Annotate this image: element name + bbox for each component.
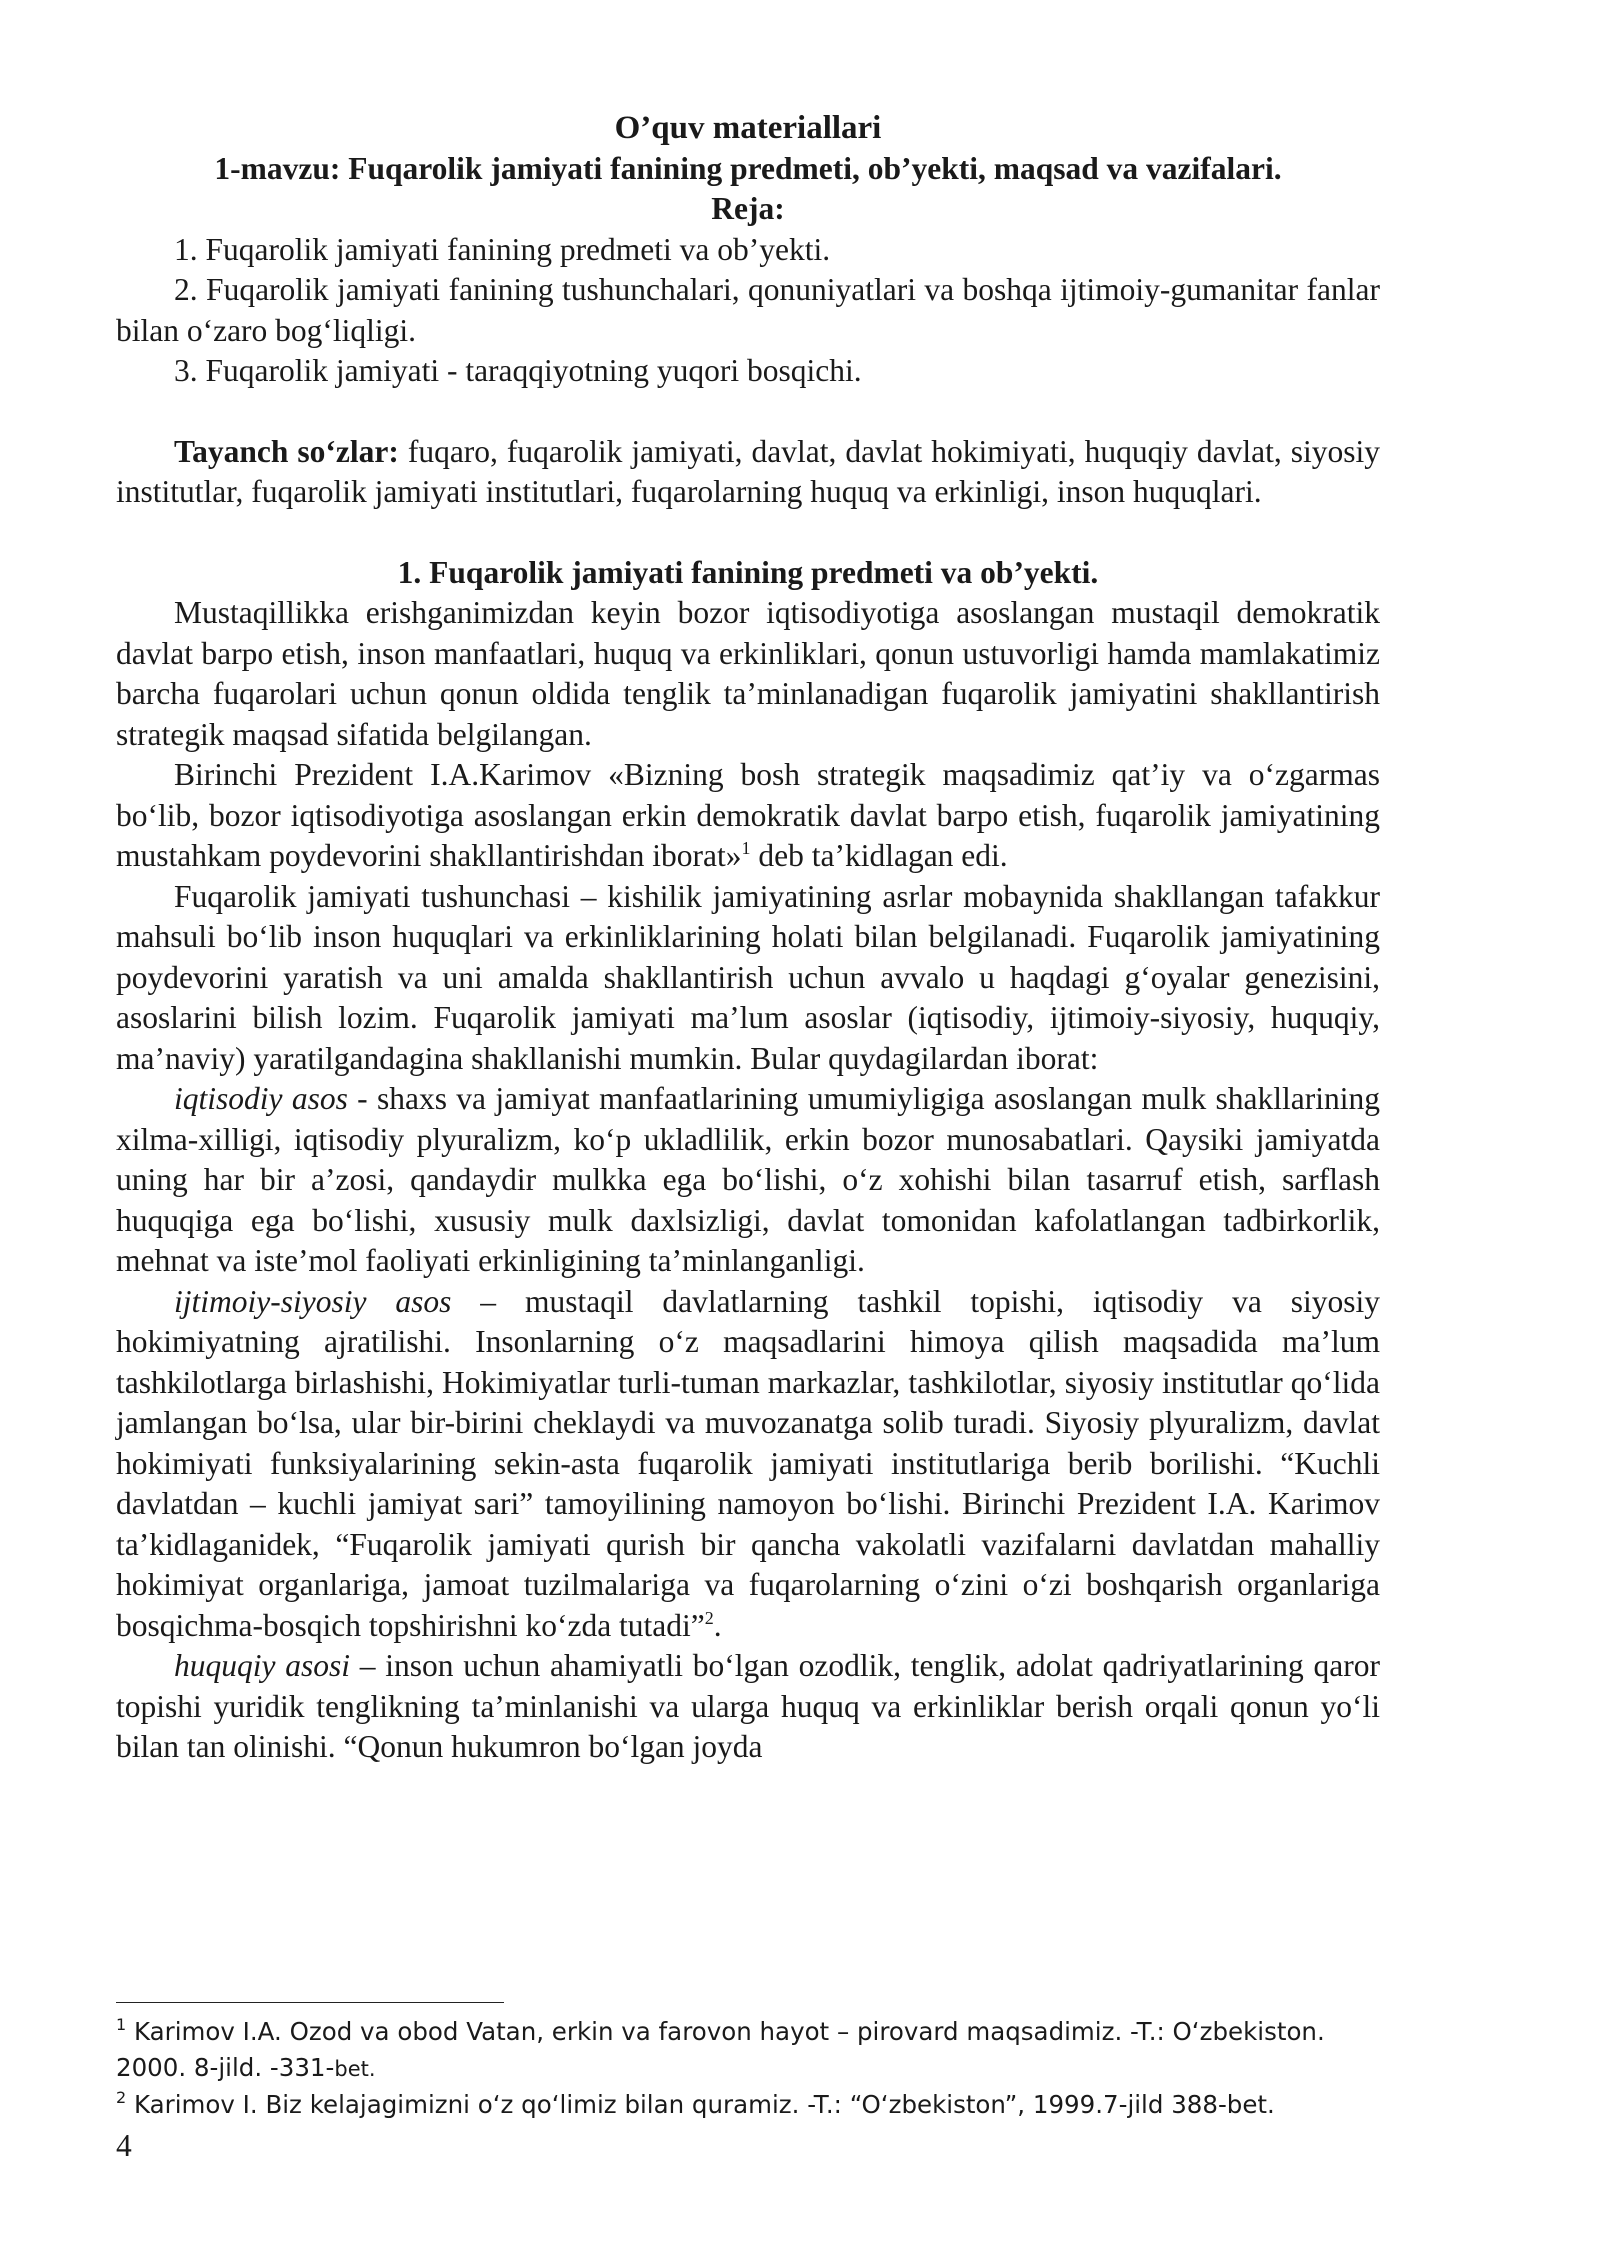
plan-heading: Reja:: [711, 191, 785, 226]
spacer: [116, 513, 1380, 553]
term-economic-basis: iqtisodiy asos: [174, 1081, 348, 1116]
footnote-ref-1[interactable]: 1: [741, 838, 751, 858]
document-page: [116, 108, 1380, 1768]
body-paragraph-1: Mustaqillikka erishganimizdan keyin bozor iqtisodiyotiga asoslangan mustaqil demokratik davlat barpo etish, inson manfaatlari, huquq va erkinliklari, qonun ustuvorligi hamda mamlakatimiz barcha fuqarolari uchun qonun oldida tenglik ta’minlanadigan fuqarolik jamiyatini shakllantirish strategik maqsad sifatida belgilangan.: [116, 595, 1380, 752]
footnotes: [116, 2014, 1380, 2123]
body-paragraph-2: [116, 755, 1380, 877]
footnote-separator: [116, 2002, 504, 2003]
page-number: 4: [116, 2128, 132, 2163]
footnote-2: [116, 2087, 1380, 2123]
term-socio-political-basis: ijtimoiy-siyosiy asos: [174, 1283, 452, 1319]
paragraph-text: .: [713, 1607, 722, 1643]
paragraph-text: - shaxs va jamiyat manfaatlarining umumiyligiga asoslangan mulk shakllarining xilma-xilligi, iqtisodiy plyuralizm, ko‘p ukladlilik, erkin bozor munosabatlari. Qaysiki jamiyatda uning har bir a’zosi, qandaydir mulkka ega bo‘lishi, o‘z xohishi bilan tasarruf etish, sarflash huquqiga ega bo‘lishi, xususiy mulk daxlsizligi, davlat tomonidan kafolatlangan tadbirkorlik, mehnat va iste’mol faoliyati erkinligining ta’minlanganligi.: [116, 1081, 1381, 1278]
footnote-mark-2: 2: [116, 2088, 127, 2107]
paragraph-text: – inson uchun ahamiyatli bo‘lgan ozodlik, tenglik, adolat qadriyatlarining qaror topishi yuridik tenglikning ta’minlanishi va ularga huquq va erkinliklar berish orqali qonun yo‘li bilan tan olinishi. “Qonun hukumron bo‘lgan joyda: [116, 1648, 1380, 1764]
section-1-title: 1. Fuqarolik jamiyati fanining predmeti va ob’yekti.: [397, 554, 1099, 590]
footnote-text: Karimov I.A. Ozod va obod Vatan, erkin va farovon hayot – pirovard maqsadimiz. -T.: O‘zbekiston. 2000. 8-jild. -331-: [116, 2017, 1325, 2082]
footnote-text-tail: bet.: [334, 2057, 376, 2081]
footnote-mark-1: 1: [116, 2015, 127, 2034]
footnote-ref-2[interactable]: 2: [704, 1607, 714, 1628]
footnote-1: [116, 2014, 1380, 2087]
topic-heading: 1-mavzu: Fuqarolik jamiyati fanining predmeti, ob’yekti, maqsad va vazifalari.: [214, 150, 1282, 186]
keywords-label: Tayanch so‘zlar:: [174, 433, 399, 469]
body-paragraph-5: [116, 1282, 1380, 1647]
paragraph-text: Birinchi Prezident I.A.Karimov «Bizning bosh strategik maqsadimiz qat’iy va o‘zgarmas bo‘lib, bozor iqtisodiyotiga asoslangan erkin demokratik davlat barpo etish, fuqarolik jamiyatining mustahkam poydevorini shakllantirishdan iborat»: [116, 757, 1380, 873]
plan-item-1: 1. Fuqarolik jamiyati fanining predmeti va ob’yekti.: [174, 231, 831, 267]
paragraph-text: – mustaqil davlatlarning tashkil topishi, iqtisodiy va siyosiy hokimiyatning ajratilishi. Insonlarning o‘z maqsadlarini himoya qilish maqsadida ma’lum tashkilotlarga birlashishi, Hokimiyatlar turli-tuman markazlar, tashkilotlar, siyosiy institutlar qo‘lida jamlangan bo‘lsa, ular bir-birini cheklaydi va muvozanatga solib turadi. Siyosiy plyuralizm, davlat hokimiyati funksiyalarining sekin-asta fuqarolik jamiyati institutlariga berib borilishi. “Kuchli davlatdan – kuchli jamiyat sari” tamoyilining namoyon bo‘lishi. Birinchi Prezident I.A. Karimov ta’kidlaganidek, “Fuqarolik jamiyati qurish bir qancha vakolatli vazifalarni davlatdan mahalliy hokimiyat organlariga, jamoat tuzilmalariga va fuqarolarning o‘zini o‘zi boshqarish organlariga bosqichma-bosqich topshirishni ko‘zda tutadi”: [116, 1283, 1380, 1643]
paragraph-text: deb ta’kidlagan edi.: [750, 838, 1008, 873]
body-paragraph-4: [116, 1079, 1380, 1282]
spacer: [116, 392, 1380, 432]
document-title: O’quv materiallari: [614, 110, 882, 146]
keywords-paragraph: [116, 432, 1380, 513]
body-paragraph-3: Fuqarolik jamiyati tushunchasi – kishilik jamiyatining asrlar mobaynida shakllangan tafakkur mahsuli bo‘lib inson huquqlari va erkinliklarining holati bilan belgilanadi. Fuqarolik jamiyatining poydevorini yaratish va uni amalda shakllantirish uchun avvalo u haqdagi g‘oyalar genezisini, asoslarini bilish lozim. Fuqarolik jamiyati ma’lum asoslar (iqtisodiy, ijtimoiy-siyosiy, huquqiy, ma’naviy) yaratilgandagina shakllanishi mumkin. Bular quydagilardan iborat:: [116, 878, 1380, 1076]
plan-item-3: 3. Fuqarolik jamiyati - taraqqiyotning yuqori bosqichi.: [174, 353, 862, 388]
plan-item-2: 2. Fuqarolik jamiyati fanining tushunchalari, qonuniyatlari va boshqa ijtimoiy-gumanitar fanlar bilan o‘zaro bog‘liqligi.: [116, 272, 1380, 348]
body-paragraph-6: [116, 1646, 1380, 1768]
term-legal-basis: huquqiy asosi: [174, 1648, 351, 1683]
keywords-text: fuqaro, fuqarolik jamiyati, davlat, davlat hokimiyati, huquqiy davlat, siyosiy institutlar, fuqarolik jamiyati institutlari, fuqarolarning huquq va erkinligi, inson huquqlari.: [116, 433, 1380, 509]
footnote-text: Karimov I. Biz kelajagimizni o‘z qo‘limiz bilan quramiz. -T.: “O‘zbekiston”, 1999.7-jild 388-bet.: [126, 2090, 1275, 2119]
